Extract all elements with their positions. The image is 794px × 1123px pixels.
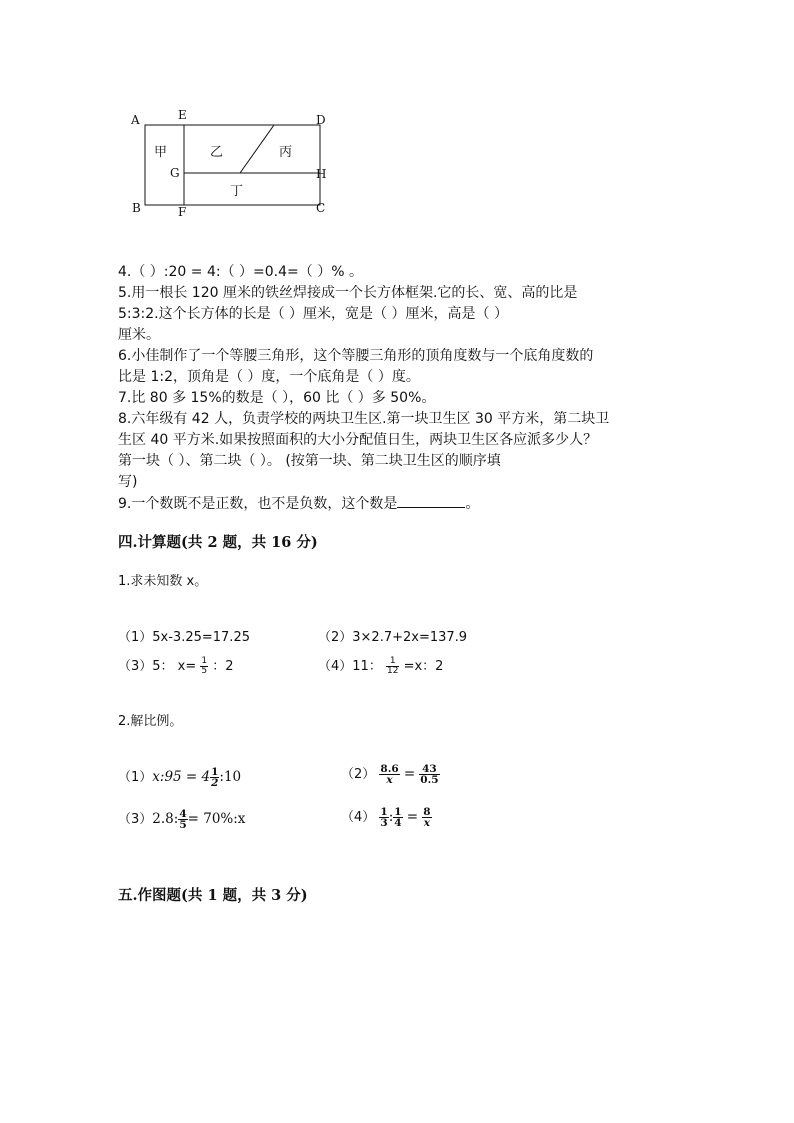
label-c: C [316, 201, 326, 215]
rectangle-figure [120, 100, 340, 225]
fraction-one-quarter: $\frac{1}{4}$ [394, 805, 402, 829]
question-7: 7.比 80 多 15%的数是（ ），60 比（ ）多 50%。 [118, 390, 436, 406]
answer-blank[interactable] [397, 493, 465, 508]
label-b: B [132, 201, 141, 215]
question-5-line2: 5:3:2.这个长方体的长是（ ）厘米，宽是（ ）厘米，高是（ ） [118, 306, 508, 322]
label-f: F [178, 205, 187, 219]
label-a: A [131, 113, 140, 127]
question-5-line1: 5.用一根长 120 厘米的铁丝焊接成一个长方体框架.它的长、宽、高的比是 [118, 285, 578, 301]
question-4: 4.（ ）:20 = 4:（ ）=0.4=（ ）% 。 [118, 264, 363, 280]
proportion-2-4: （4） $\frac{1}{3}$ : $\frac{1}{4}$ = $\frac{8}{x}$ [341, 805, 431, 829]
question-6-line2: 比是 1:2，顶角是（ ）度，一个底角是（ ）度。 [118, 369, 420, 385]
fraction-one-fifth: $\frac{1}{5}$ [201, 656, 208, 676]
equation-1-3: （3）5： x= $\frac{1}{5}$ ：2 [118, 656, 234, 676]
question-9-text: 9.一个数既不是正数，也不是负数，这个数是 [118, 496, 398, 512]
question-8-line4: 写) [118, 474, 138, 490]
equation-1-1: （1）5x-3.25=17.25 [118, 630, 250, 645]
label-g: G [170, 166, 180, 180]
label-h: H [316, 167, 327, 181]
question-9 [118, 493, 479, 515]
fraction-one-third: $\frac{1}{3}$ [380, 805, 388, 829]
question-8-line3: 第一块（ ）、第二块（ ）。 (按第一块、第二块卫生区的顺序填 [118, 453, 501, 469]
question-8-line1: 8.六年级有 42 人，负责学校的两块卫生区.第一块卫生区 30 平方米，第二块卫 [118, 411, 610, 427]
question-6-line1: 6.小佳制作了一个等腰三角形，这个等腰三角形的顶角度数与一个底角度数的 [118, 348, 594, 364]
proportion-2-1: （1）x:95 = 4 $\frac{1}{2}$ :10 [118, 765, 242, 789]
region-ding: 丁 [230, 184, 244, 199]
fraction-8-over-x: $\frac{8}{x}$ [423, 805, 431, 829]
diagonal-divider [240, 125, 274, 173]
fraction-43-over-0.5: $\frac{43}{0.5}$ [420, 762, 439, 786]
label-e: E [178, 108, 187, 122]
fraction-one-half: $\frac{1}{2}$ [211, 765, 219, 789]
section-5-title: 五.作图题(共 1 题，共 3 分) [118, 887, 308, 904]
part-2-title: 2.解比例。 [118, 714, 183, 729]
label-d: D [316, 113, 326, 127]
fraction-8.6-over-x: $\frac{8.6}{x}$ [380, 762, 399, 786]
region-bing: 丙 [279, 145, 293, 160]
region-yi: 乙 [210, 145, 224, 160]
part-1-title: 1.求未知数 x。 [118, 574, 208, 589]
equation-1-4: （4）11： $\frac{1}{12}$ =x：2 [318, 656, 444, 676]
question-5-line3: 厘米。 [118, 327, 160, 343]
fraction-four-fifths: $\frac{4}{5}$ [179, 807, 187, 831]
equation-1-2: （2）3×2.7+2x=137.9 [318, 630, 468, 645]
proportion-2-3: （3）2.8: $\frac{4}{5}$ = 70%:x [118, 807, 246, 831]
question-9-end: 。 [465, 496, 480, 512]
fraction-one-twelfth: $\frac{1}{12}$ [386, 656, 399, 676]
section-4-title: 四.计算题(共 2 题，共 16 分) [118, 534, 318, 551]
region-jia: 甲 [154, 145, 168, 160]
question-8-line2: 生区 40 平方米.如果按照面积的大小分配值日生，两块卫生区各应派多少人？ [118, 432, 598, 448]
proportion-2-2: （2） $\frac{8.6}{x}$ = $\frac{43}{0.5}$ [341, 762, 439, 786]
